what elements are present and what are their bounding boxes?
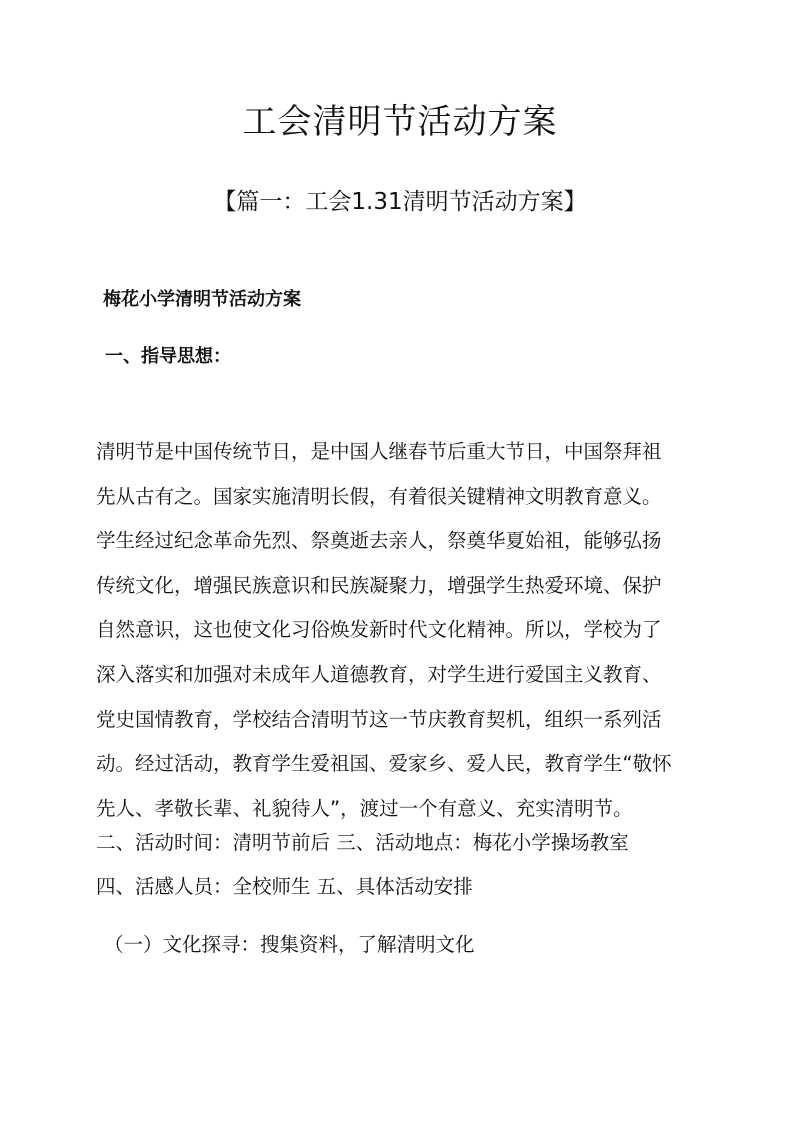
document-subtitle: 【篇一：工会1.31清明节活动方案】 — [213, 189, 587, 215]
body-line: 自然意识，这也使文化习俗焕发新时代文化精神。所以，学校为了 — [96, 618, 662, 642]
body-line: 传统文化，增强民族意识和民族凝聚力，增强学生热爱环境、保护 — [96, 573, 662, 597]
body-line: 动。经过活动，教育学生爱祖国、爱家乡、爱人民，教育学生“敬怀 — [96, 752, 672, 776]
activity-time-location-line: 二、活动时间：清明节前后 三、活动地点：梅花小学操场教室 — [96, 831, 629, 854]
section-heading-guiding-thought: 一、指导思想： — [105, 346, 231, 367]
document-title: 工会清明节活动方案 — [242, 102, 558, 142]
body-line: 深入落实和加强对未成年人道德教育，对学生进行爱国主义教育、 — [96, 662, 662, 686]
body-paragraph — [96, 430, 716, 831]
body-line: 先人、孝敬长辈、礼貌待人”，渡过一个有意义、充实清明节。 — [96, 796, 633, 820]
school-plan-title: 梅花小学清明节活动方案 — [103, 289, 301, 310]
body-line: 清明节是中国传统节日，是中国人继春节后重大节日，中国祭拜祖 — [96, 440, 662, 463]
body-line: 党史国情教育，学校结合清明节这一节庆教育契机，组织一系列活 — [96, 707, 662, 731]
participants-arrangement-line: 四、活感人员：全校师生 五、具体活动安排 — [96, 875, 473, 898]
body-line: 先从古有之。国家实施清明长假，有着很关键精神文明教育意义。 — [96, 484, 662, 508]
sub-heading-culture-exploration: （一）文化探寻：搜集资料，了解清明文化 — [104, 933, 475, 956]
body-line: 学生经过纪念革命先烈、祭奠逝去亲人，祭奠华夏始祖，能够弘扬 — [96, 529, 662, 553]
